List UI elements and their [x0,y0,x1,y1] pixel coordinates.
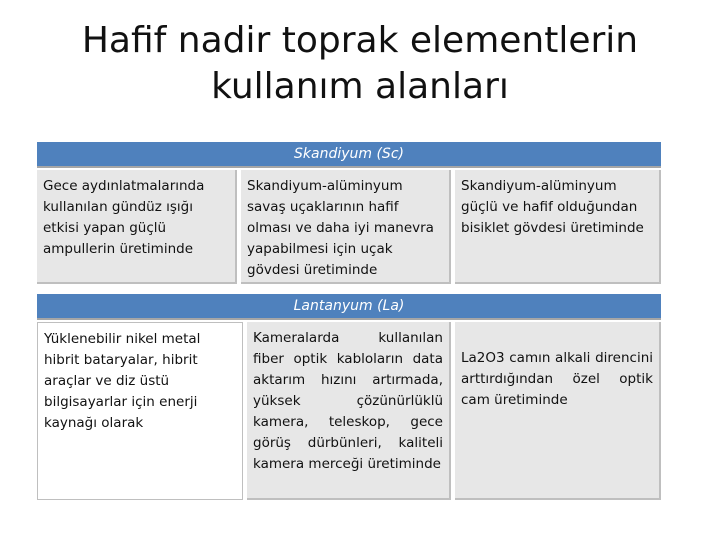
scandium-use-aircraft: Skandiyum-alüminyum savaş uçaklarının hafif olması ve daha iyi manevra yapabilmesi için uçak gövdesi üretiminde [241,170,451,284]
lanthanum-use-batteries: Yüklenebilir nikel metal hibrit bataryalar, hibrit araçlar ve diz üstü bilgisayarlar için enerji kaynağı olarak [37,322,243,500]
lanthanum-use-optical-glass: La2O3 camın alkali direncini arttırdığından özel optik cam üretiminde [455,322,661,500]
slide-title [40,18,680,110]
section-header-lanthanum: Lantanyum (La) [37,294,661,320]
slide-title-line-2: kullanım alanları [211,66,509,107]
slide-title-line-1: Hafif nadir toprak elementlerin [81,20,639,61]
scandium-use-lighting: Gece aydınlatmalarında kullanılan gündüz ışığı etkisi yapan güçlü ampullerin üretiminde [37,170,237,284]
section-header-scandium: Skandiyum (Sc) [37,142,661,168]
scandium-use-bicycle: Skandiyum-alüminyum güçlü ve hafif olduğundan bisiklet gövdesi üretiminde [455,170,661,284]
lanthanum-use-fiber-optics: Kameralarda kullanılan fiber optik kabloların data aktarım hızını artırmada, yüksek çözünürlüklü kamera, teleskop, gece görüş dürbünleri, kaliteli kamera merceği üretiminde [247,322,451,500]
